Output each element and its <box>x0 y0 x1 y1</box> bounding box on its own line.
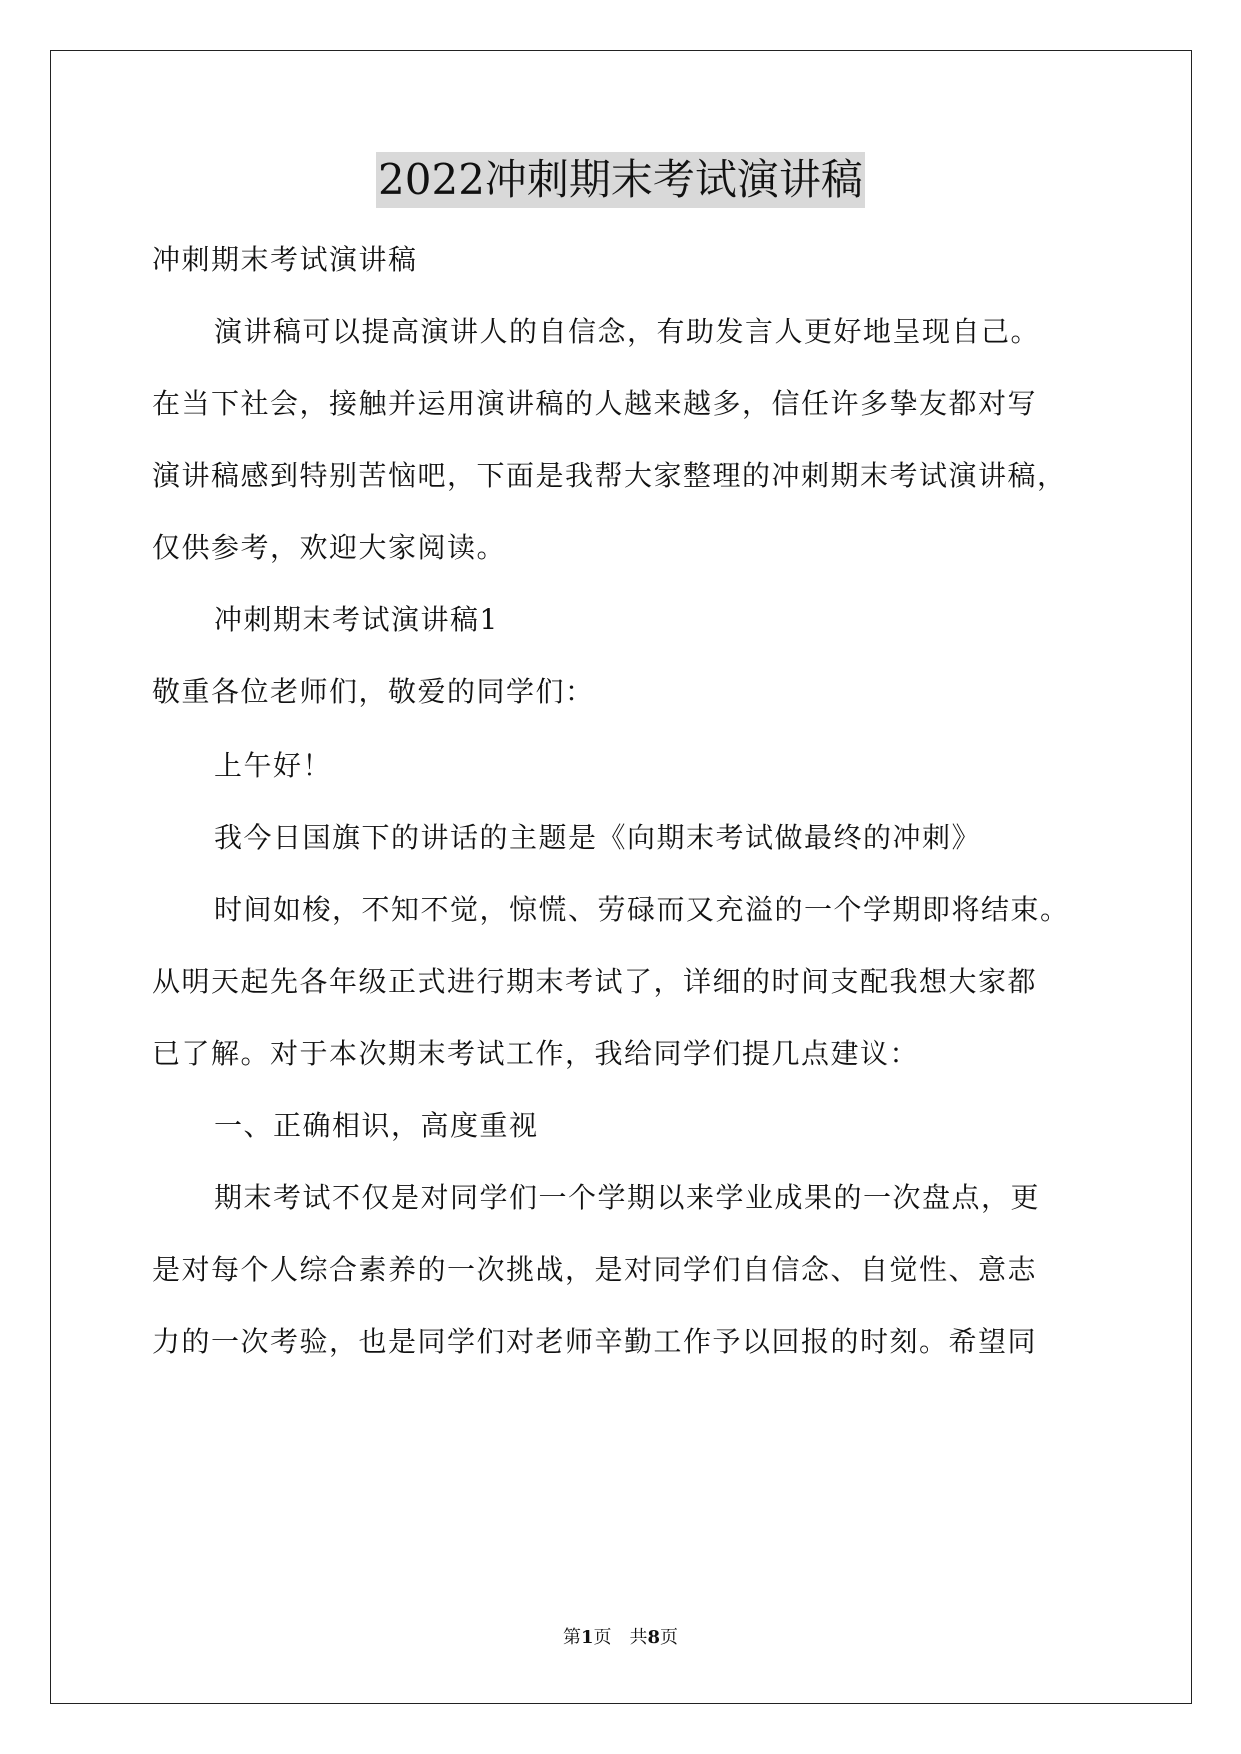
paragraph-line: 时间如梭，不知不觉，惊慌、劳碌而又充溢的一个学期即将结束。 <box>214 893 1070 926</box>
title-wrap <box>0 152 1241 208</box>
paragraph-line: 力的一次考验，也是同学们对老师辛勤工作予以回报的时刻。希望同 <box>152 1325 1038 1358</box>
section-heading: 冲刺期末考试演讲稿1 <box>214 603 499 636</box>
paragraph-line: 冲刺期末考试演讲稿 <box>152 243 418 276</box>
paragraph-line: 演讲稿感到特别苦恼吧，下面是我帮大家整理的冲刺期末考试演讲稿， <box>152 459 1067 492</box>
paragraph-line: 从明天起先各年级正式进行期末考试了，详细的时间支配我想大家都 <box>152 965 1038 998</box>
footer-total-pages: 8 <box>647 1627 661 1648</box>
subheading: 一、正确相识，高度重视 <box>214 1109 539 1142</box>
page-border <box>50 50 1192 1704</box>
footer-suffix: 页 <box>660 1627 679 1648</box>
page-footer <box>0 1626 1241 1650</box>
paragraph-line: 仅供参考，欢迎大家阅读。 <box>152 531 507 564</box>
paragraph-line: 上午好！ <box>214 749 333 782</box>
paragraph-line: 期末考试不仅是对同学们一个学期以来学业成果的一次盘点，更 <box>214 1181 1041 1214</box>
paragraph-line: 敬重各位老师们，敬爱的同学们： <box>152 675 595 708</box>
paragraph-line: 已了解。对于本次期末考试工作，我给同学们提几点建议： <box>152 1037 920 1070</box>
paragraph-line: 是对每个人综合素养的一次挑战，是对同学们自信念、自觉性、意志 <box>152 1253 1038 1286</box>
paragraph-line: 我今日国旗下的讲话的主题是《向期末考试做最终的冲刺》 <box>214 821 982 854</box>
footer-mid: 页 共 <box>593 1627 648 1648</box>
paragraph-line: 演讲稿可以提高演讲人的自信念，有助发言人更好地呈现自己。 <box>214 315 1041 348</box>
footer-prefix: 第 <box>562 1627 581 1648</box>
paragraph-line: 在当下社会，接触并运用演讲稿的人越来越多，信任许多挚友都对写 <box>152 387 1038 420</box>
document-title: 2022冲刺期末考试演讲稿 <box>376 152 865 208</box>
footer-current-page: 1 <box>580 1627 594 1648</box>
